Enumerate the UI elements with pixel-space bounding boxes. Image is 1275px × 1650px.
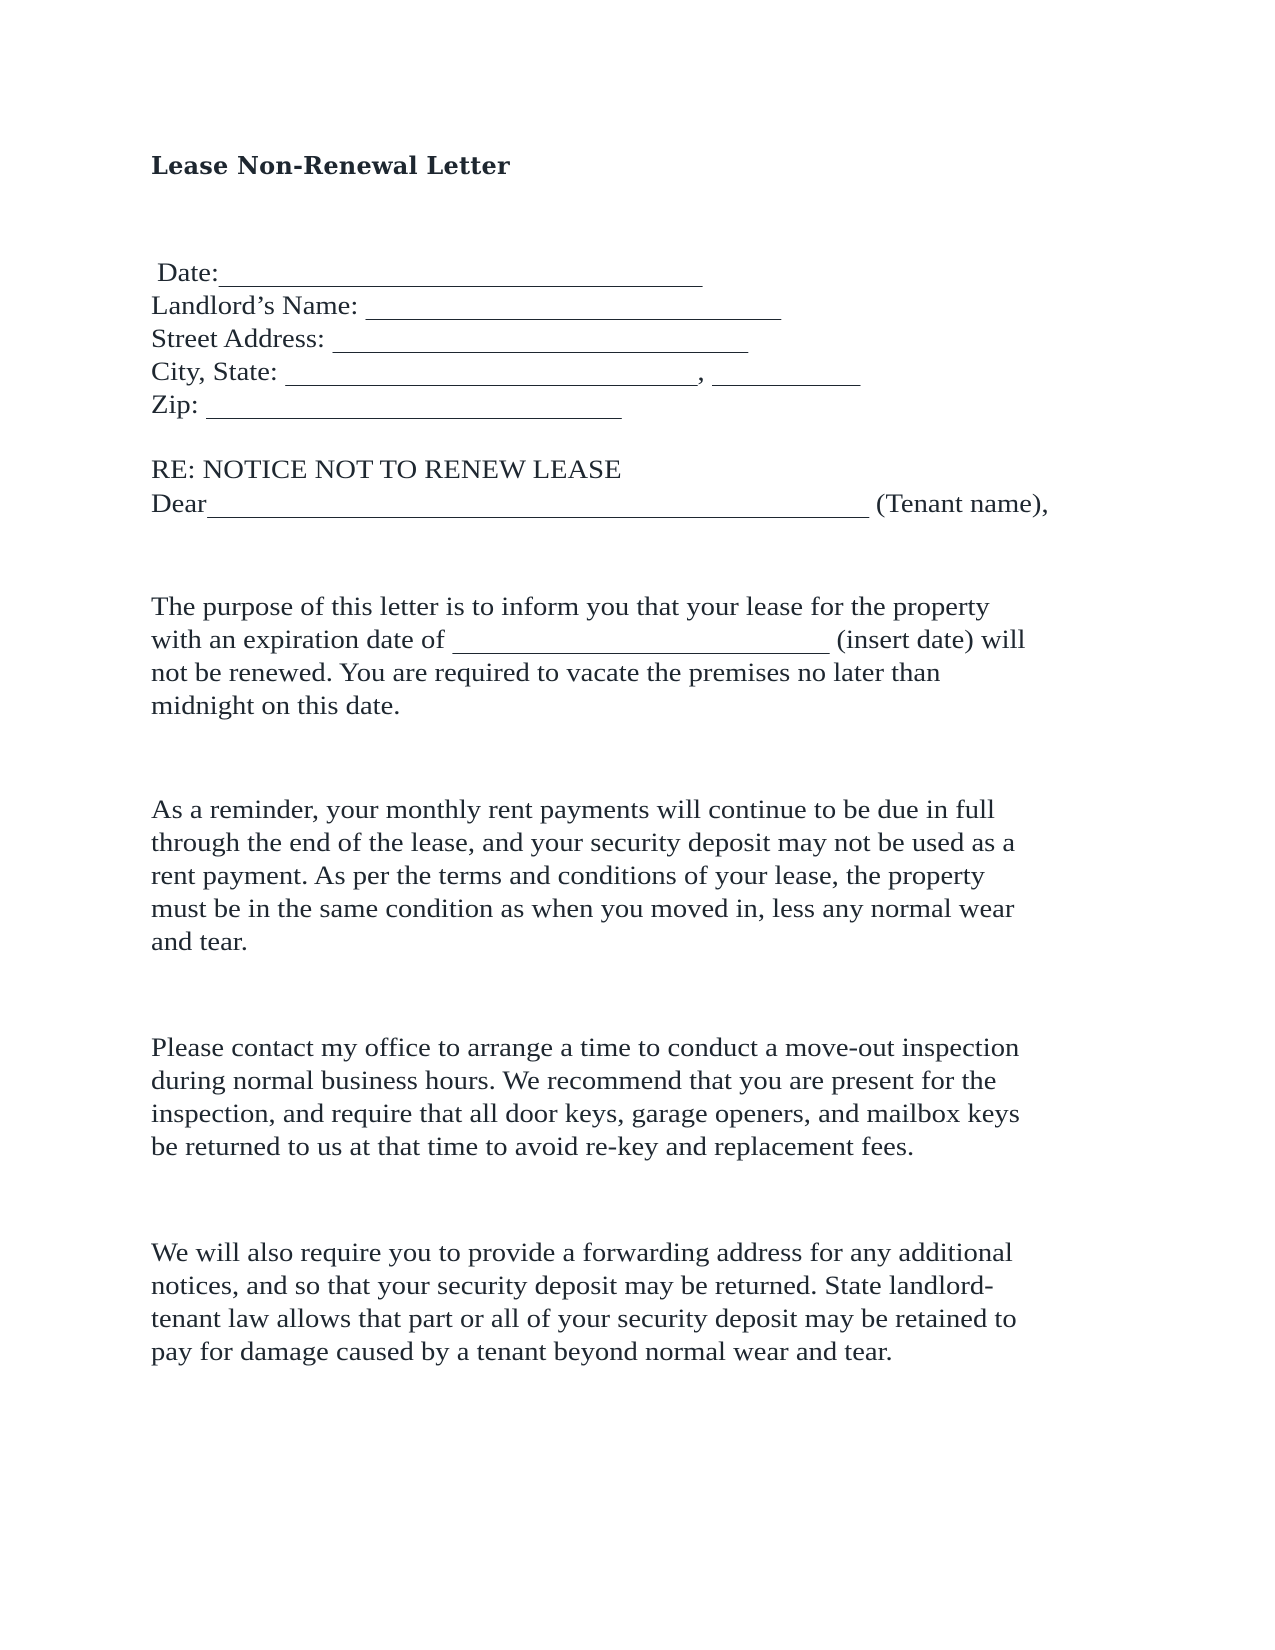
street-address-label: Street Address: [151, 324, 325, 353]
zip-row [151, 390, 622, 420]
paragraph-line: must be in the same condition as when you moved in, less any normal wear [151, 894, 1015, 923]
city-state-separator: , [697, 357, 705, 386]
city-state-row [151, 357, 860, 387]
salutation-prefix: Dear [151, 489, 207, 518]
paragraph-line: We will also require you to provide a forwarding address for any additional [151, 1238, 1013, 1267]
document-title: Lease Non-Renewal Letter [151, 151, 510, 180]
paragraph-line: and tear. [151, 927, 248, 956]
paragraph-line: tenant law allows that part or all of your security deposit may be retained to [151, 1304, 1017, 1333]
street-address-row [151, 324, 748, 354]
expiration-date-row [151, 625, 1025, 655]
paragraph-line: Please contact my office to arrange a time to conduct a move-out inspection [151, 1033, 1020, 1062]
paragraph-line: not be renewed. You are required to vacate the premises no later than [151, 658, 941, 687]
paragraph-line: pay for damage caused by a tenant beyond normal wear and tear. [151, 1337, 893, 1366]
paragraph-line: through the end of the lease, and your security deposit may not be used as a [151, 828, 1016, 857]
paragraph-line: midnight on this date. [151, 691, 401, 720]
expiration-date-hint: (insert date) will [836, 625, 1026, 654]
landlord-name-input[interactable] [365, 297, 781, 320]
city-state-label: City, State: [151, 357, 278, 386]
tenant-name-input[interactable] [207, 495, 869, 518]
paragraph-line: As a reminder, your monthly rent payments will continue to be due in full [151, 795, 995, 824]
paragraph-line: notices, and so that your security deposit may be returned. State landlord- [151, 1271, 994, 1300]
salutation-row [151, 489, 1049, 519]
landlord-name-row [151, 291, 781, 321]
date-label: Date: [157, 258, 219, 287]
expiration-date-input[interactable] [452, 631, 829, 654]
landlord-name-label: Landlord’s Name: [151, 291, 359, 320]
date-field-row [157, 258, 703, 288]
date-input[interactable] [219, 264, 703, 287]
paragraph-line: The purpose of this letter is to inform you that your lease for the property [151, 592, 990, 621]
salutation-suffix: (Tenant name), [875, 489, 1049, 518]
zip-label: Zip: [151, 390, 199, 419]
re-subject-line: RE: NOTICE NOT TO RENEW LEASE [151, 455, 622, 484]
paragraph-line: be returned to us at that time to avoid re-key and replacement fees. [151, 1132, 915, 1161]
street-address-input[interactable] [332, 330, 748, 353]
zip-input[interactable] [206, 396, 622, 419]
paragraph-line: inspection, and require that all door keys, garage openers, and mailbox keys [151, 1099, 1020, 1128]
paragraph-line: with an expiration date of [151, 625, 445, 654]
state-input[interactable] [712, 363, 861, 386]
paragraph-line: during normal business hours. We recommend that you are present for the [151, 1066, 997, 1095]
city-input[interactable] [285, 363, 698, 386]
paragraph-line: rent payment. As per the terms and conditions of your lease, the property [151, 861, 985, 890]
